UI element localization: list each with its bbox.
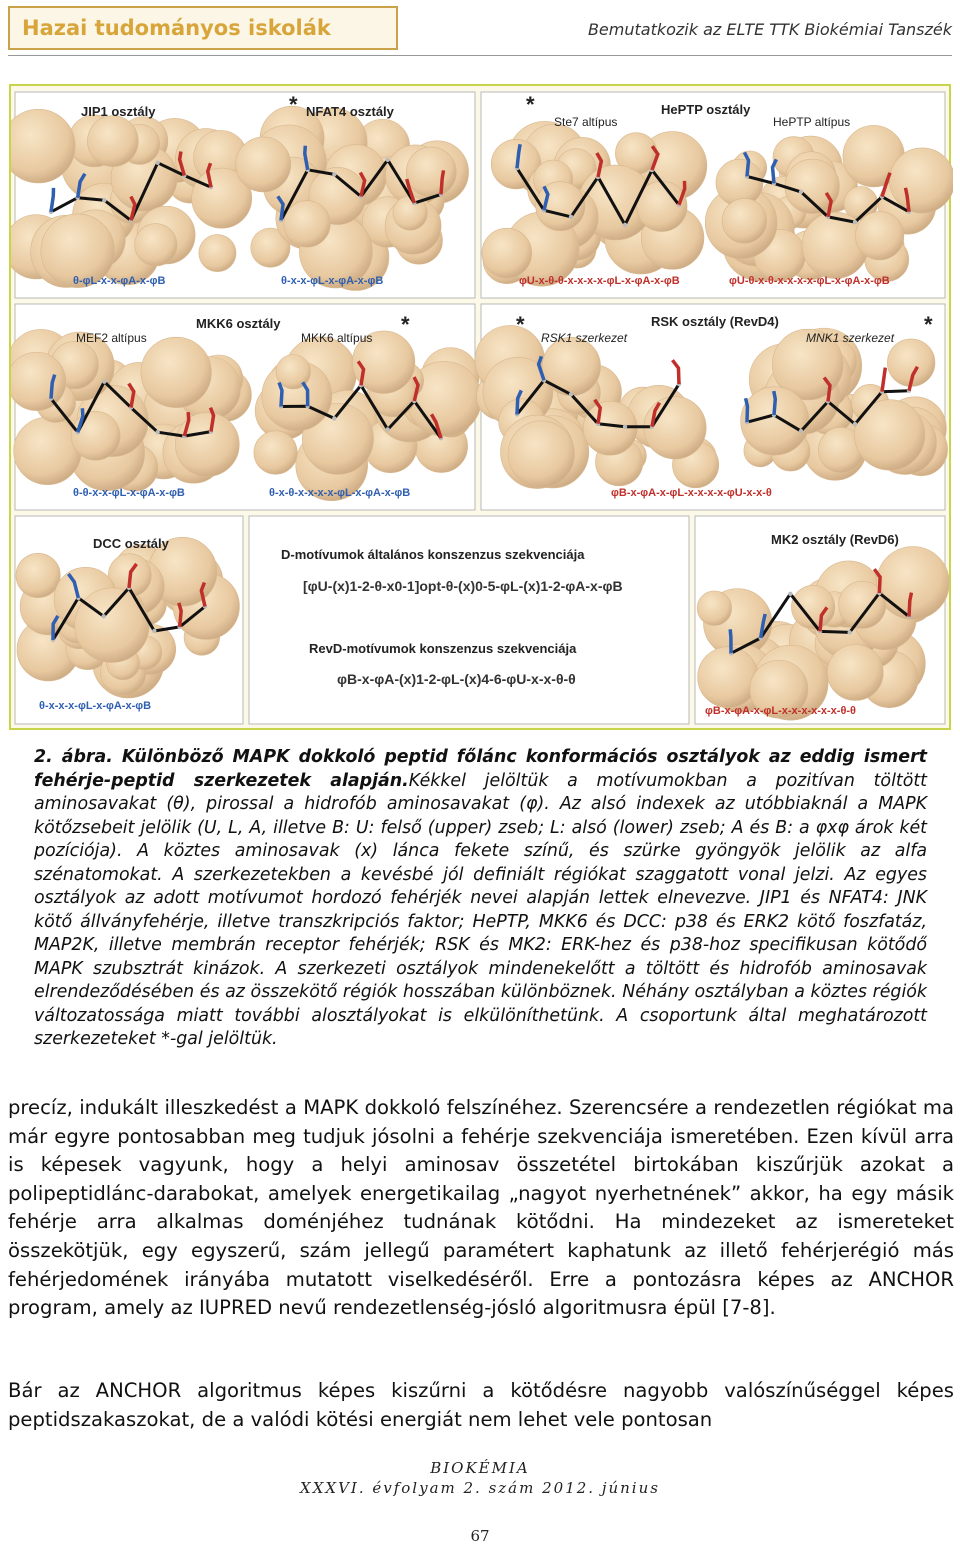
panel-subtype-rsk1: RSK1 szerkezet [541,331,628,345]
alpha-carbon-bead [102,379,106,383]
star-nfat4: * [289,92,298,117]
alpha-carbon-bead [853,220,857,224]
alpha-carbon-bead [623,223,627,227]
panel-title-jip1: JIP1 osztály [81,104,156,119]
header-divider [8,55,952,56]
alpha-carbon-bead [385,158,389,162]
alpha-carbon-bead [569,392,573,396]
panel-title-rsk: RSK osztály (RevD4) [651,314,779,329]
motif-mef2: θ-θ-x-x-φL-x-φA-x-φB [73,487,185,499]
alpha-carbon-bead [101,614,105,618]
section-title: Hazai tudományos iskolák [22,16,331,40]
panel-title-mk2: MK2 osztály (RevD6) [771,532,899,547]
figure-panels [11,86,953,732]
alpha-carbon-bead [155,161,159,165]
revd-consensus-formula: φB-x-φA-(x)1-2-φL-(x)4-6-φU-x-x-θ-θ [337,671,576,687]
panel-subtype-mnk1: MNK1 szerkezet [806,331,895,345]
alpha-carbon-bead [155,430,159,434]
motif-mkk6: θ-x-θ-x-x-x-x-φL-x-φA-x-φB [269,487,411,499]
motif-heptp: φU-θ-x-θ-x-x-x-x-φL-x-φA-x-φB [729,275,890,287]
revd-consensus-title: RevD-motívumok konszenzus szekvenciája [309,641,577,656]
panel-title-mkk6: MKK6 osztály [196,316,281,331]
alpha-carbon-bead [799,190,803,194]
running-header: Bemutatkozik az ELTE TTK Biokémiai Tanszék [587,20,952,39]
motif-dcc: θ-x-x-x-φL-x-φA-x-φB [39,700,152,712]
positive-residue [746,398,748,422]
d-consensus-formula: [φU-(x)1-2-θ-x0-1]opt-θ-(x)0-5-φL-(x)1-2-φA-x-φB [303,578,623,594]
body-paragraph-1: precíz, indukált illeszkedést a MAPK dokkoló felszínéhez. Szerencsére a rendezetlen régiókat ma már egyre pontosabban meg tudjuk jósolni a fehérje szekvenciája ismeretében. Ezen kívül arra is képesek vagyunk, hogy a helyi aminosav összetétel birtokában kiszűrjük azokat a polipeptidlánc-darabokat, amelyek energetikailag „nagyot nyerhetnének” akkor, ha egy másik fehérje arra alkalmas doménjéhez tudnának kötődni. Ha mindezeket az ismereteket összekötjük, egy egyszerű, szám jellegű paramétert kaphatunk az illető fehérjerégió más fehérjedomének irányába mutatott viselkedéséről. Erre a pontozásra képes az ANCHOR program, amely az IUPRED nevű rendezetlenség-jósló algoritmusra épül [7-8]. [8,1096,954,1320]
panel-title-dcc: DCC osztály [93,536,169,551]
hydrophobic-residue [179,603,181,627]
alpha-carbon-bead [102,198,106,202]
alpha-carbon-bead [152,629,156,633]
figure-caption [34,746,927,1052]
body-paragraph-2: Bár az ANCHOR algoritmus képes kiszűrni a kötődésre nagyobb valószínűséggel képes peptidszakaszokat, de a valódi kötési energiát nem lehet vele pontosan [8,1379,954,1431]
panel-title-nfat4: NFAT4 osztály [306,104,394,119]
star-rsk1: * [516,312,525,337]
star-heptp: * [526,92,535,117]
motif-nfat4: θ-x-x-φL-x-φA-x-φB [281,275,384,287]
alpha-carbon-bead [788,592,792,596]
motif-jip1: θ-φL-x-x-φA-x-φB [73,275,166,287]
positive-residue [730,629,731,653]
panel-title-heptp: HePTP osztály [661,102,751,117]
panel-subtype-mkk6: MKK6 altípus [301,331,373,345]
positive-residue [774,391,775,415]
alpha-carbon-bead [847,630,851,634]
motif-rsk: φB-x-φA-x-φL-x-x-x-x-φU-x-x-θ [611,487,772,499]
caption-text: Kékkel jelöltük a motívumokban a pozitívan töltött aminosavakat (θ), pirossal a hidrofób aminosavakat (φ). Az alsó indexek az utóbbiaknál a MAPK kötőzsebeit jelölik (U, L, A, illetve B: U: felső (upper) zseb; L: alsó (lower) zseb; A és B: a φxφ árok két pozíciója). A köztes aminosavak (x) lánca fekete színű, és szürke gyöngyök jelölik az alfa szénatomokat. A szerkezetekben a kevésbé jól definiált régiókat szaggatott vonal jelzi. Az egyes osztályok az adott motívumot hordozó fehérjék nevei alapján lettek elnevezve. JIP1 és NFAT4: JNK kötő állványfehérje, illetve transzkripciós faktor; HePTP, MKK6 és DCC: p38 és ERK2 kötő foszfatáz, MAP2K, illetve membrán receptor fehérjék; RSK és MK2: ERK-hez és p38-hoz specifikusan kötődő MAPK szubsztrát kinázok. A szerkezeti osztályok mindenekelőtt a töltött és hidrofób aminosavak elrendeződésében és az összekötő régiók hosszában különböznek. Néhány osztályban a köztes régiók változatossága miatt további alosztályokat is elkülöníthetünk. A csoportunk által meghatározott szerkezeteket *-gal jelöltük. [34,770,927,1049]
page-number: 67 [470,1527,490,1545]
figure-2 [9,84,951,730]
panel-subtype-heptp: HePTP altípus [773,115,851,129]
star-mkk6: * [401,312,410,337]
footer-issue: XXXVI. évfolyam 2. szám 2012. június [300,1479,660,1497]
motif-ste7: φU-x-θ-θ-x-x-x-x-φL-x-φA-x-φB [519,275,680,287]
d-consensus-title: D-motívumok általános konszenzus szekvenciája [281,547,585,562]
star-mnk1: * [924,312,933,337]
alpha-carbon-bead [799,429,803,433]
alpha-carbon-bead [853,422,857,426]
footer-journal: BIOKÉMIA [430,1459,530,1477]
alpha-carbon-bead [623,425,627,429]
alpha-carbon-bead [569,215,573,219]
protein-surface [741,328,948,480]
motif-mk2: φB-x-φA-x-φL-x-x-x-x-x-x-θ-θ [705,705,857,717]
alpha-carbon-bead [385,427,389,431]
panel-subtype-ste7: Ste7 altípus [554,115,618,129]
section-header-box [8,6,398,50]
panel-subtype-mef2: MEF2 altípus [76,331,147,345]
alpha-carbon-bead [332,416,336,420]
alpha-carbon-bead [332,172,336,176]
caption-label: 2. ábra. Különböző MAPK dokkoló peptid főlánc konformációs osztályok az eddig ismert fehérje-peptid szerkezetek alapján. [34,747,927,791]
